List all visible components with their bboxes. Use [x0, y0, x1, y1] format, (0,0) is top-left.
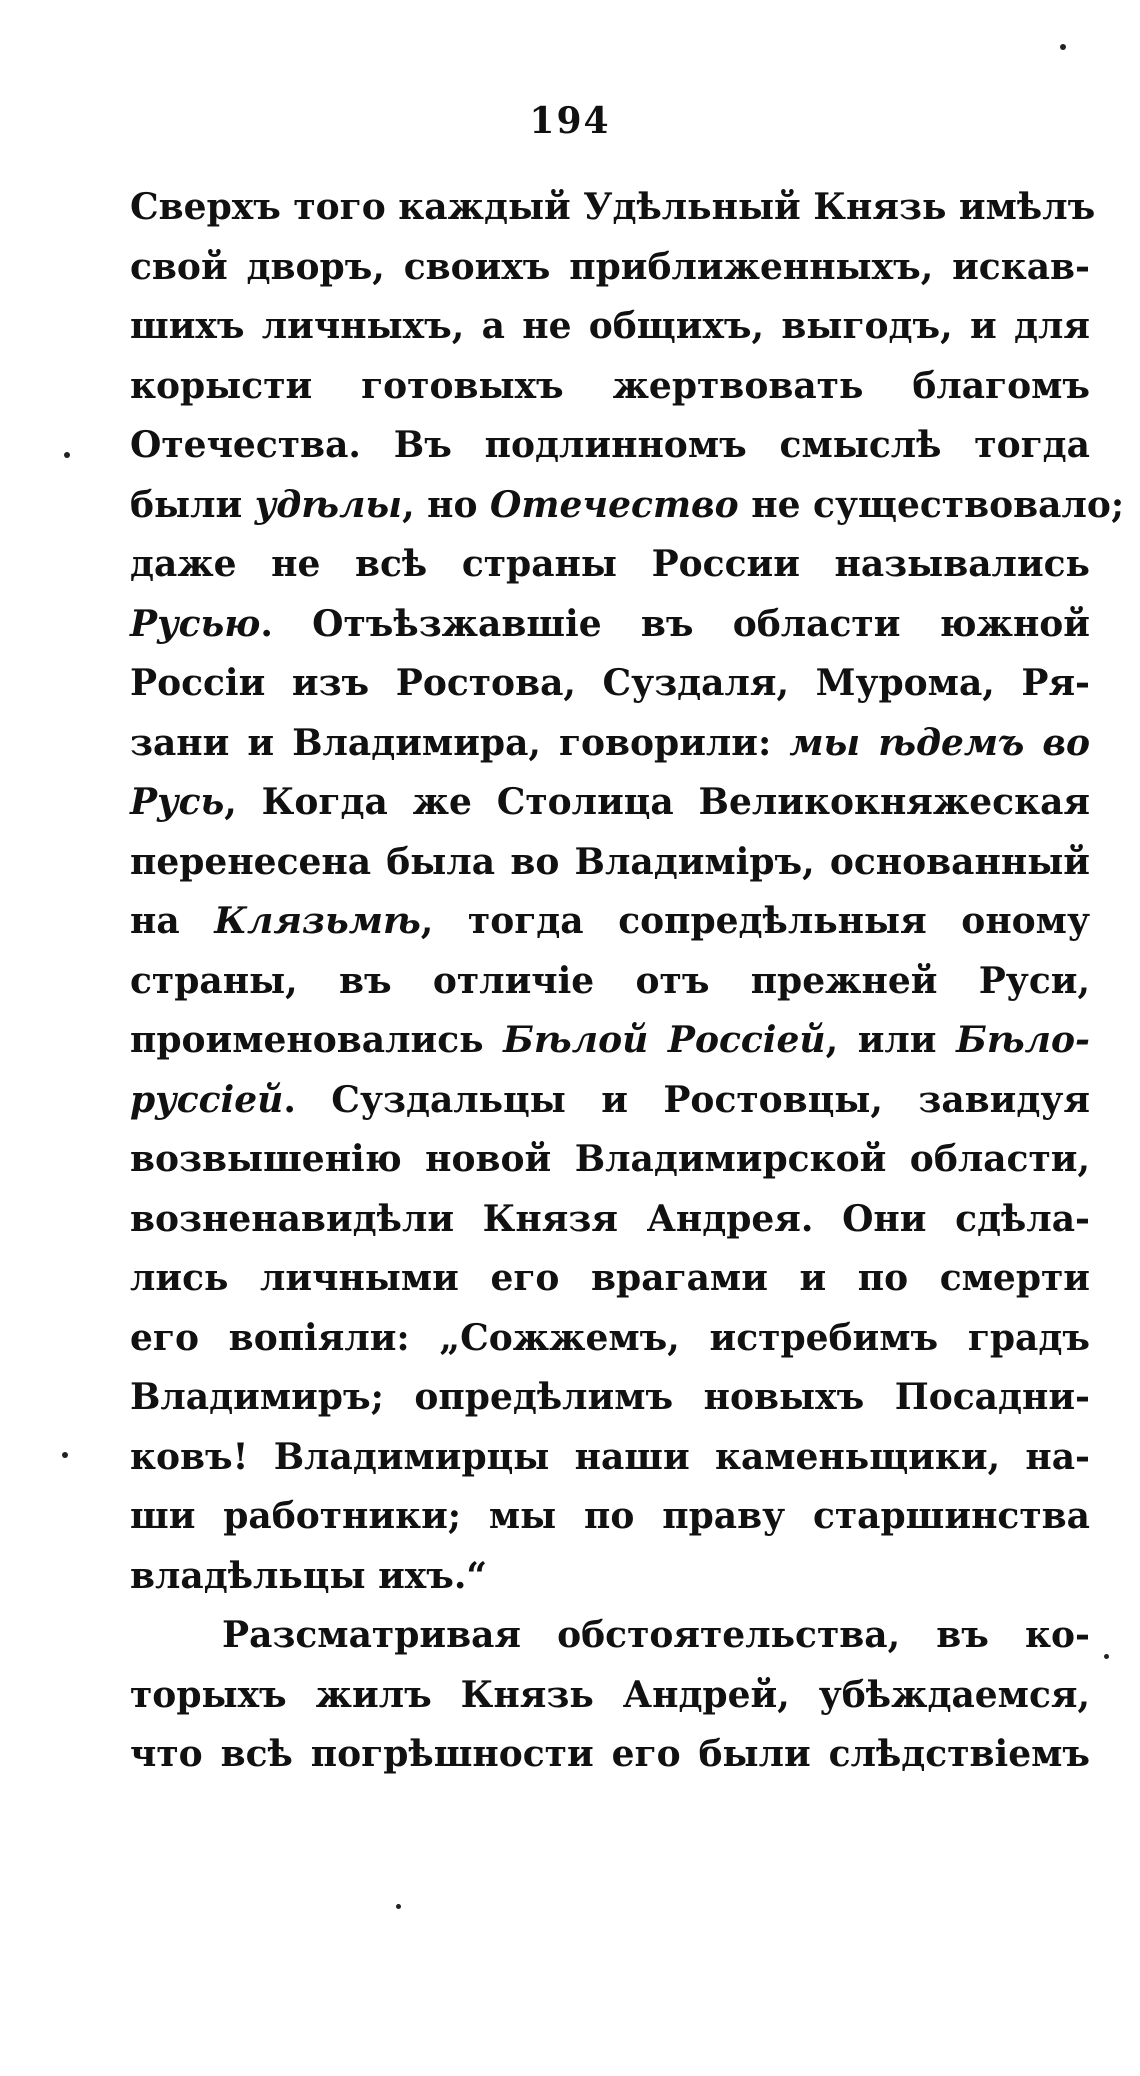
italic-text: удѣлы [254, 483, 403, 526]
text-line [130, 952, 1090, 1012]
italic-text: руссіей [130, 1078, 284, 1121]
text-line [130, 892, 1090, 952]
text-line [130, 238, 1090, 298]
text-line [130, 1428, 1090, 1488]
scan-speck [396, 1904, 401, 1909]
text-segment: лись личными его врагами и по смерти [130, 1257, 1090, 1299]
italic-text: Русью [130, 602, 261, 645]
text-segment: его вопіяли: „Сожжемъ, истребимъ градъ [130, 1316, 1090, 1359]
text-segment: перенесена была во Владиміръ, основанный [130, 840, 1090, 883]
text-line [130, 714, 1090, 774]
scan-speck [62, 1452, 68, 1458]
text-segment: не существовало; [738, 483, 1125, 526]
scan-speck [1104, 1654, 1109, 1659]
text-line [130, 297, 1090, 357]
text-segment: Отечества. Въ подлинномъ смыслѣ тогда [130, 424, 1090, 466]
text-segment: возвышенію новой Владимирской области, [130, 1138, 1090, 1180]
text-segment: владѣльцы ихъ.“ [130, 1554, 488, 1597]
text-segment: ши работники; мы по праву старшинства [130, 1495, 1090, 1537]
text-segment: торыхъ жилъ Князь Андрей, убѣждаемся, [130, 1673, 1090, 1716]
text-segment: шихъ личныхъ, а не общихъ, выгодъ, и для [130, 305, 1090, 347]
text-segment: , но [402, 483, 491, 526]
text-line [130, 1666, 1090, 1726]
text-line [130, 833, 1090, 893]
text-line [130, 1606, 1090, 1666]
text-segment: . Отъѣзжавшіе въ области южной [260, 602, 1090, 645]
text-segment: были [130, 483, 255, 526]
text-segment: что всѣ погрѣшности его были слѣдствіемъ [130, 1733, 1090, 1775]
text-line [130, 416, 1090, 476]
text-line [130, 1190, 1090, 1250]
text-segment: , или [825, 1019, 957, 1061]
text-segment: возненавидѣли Князя Андрея. Они сдѣла- [130, 1197, 1090, 1240]
text-line [130, 1011, 1090, 1071]
text-segment: Сверхъ того каждый Удѣльный Князь имѣлъ [130, 186, 1096, 228]
italic-text: мы ѣдемъ во [789, 721, 1090, 764]
text-segment: ковъ! Владимирцы наши каменьщики, на- [130, 1435, 1090, 1478]
text-line [130, 1487, 1090, 1547]
text-segment: корысти готовыхъ жертвовать благомъ [130, 364, 1090, 407]
text-segment: , тогда сопредѣльныя оному [420, 900, 1090, 942]
text-line [130, 1130, 1090, 1190]
italic-text: Русь [130, 781, 225, 823]
italic-text: Клязьмѣ [214, 900, 421, 942]
text-line [130, 654, 1090, 714]
text-segment: на [130, 900, 215, 942]
text-segment: Разсматривая обстоятельства, въ ко- [222, 1614, 1090, 1656]
text-line [130, 357, 1090, 417]
text-line [130, 178, 1096, 238]
text-line [130, 535, 1090, 595]
text-segment: , Когда же Столица Великокняжеская [224, 781, 1090, 823]
italic-text: Отечество [490, 483, 739, 526]
text-segment: даже не всѣ страны России назывались [130, 543, 1090, 585]
text-line [130, 773, 1090, 833]
text-line [130, 476, 1125, 536]
text-segment: . Суздальцы и Ростовцы, завидуя [283, 1078, 1090, 1121]
text-line [130, 1071, 1090, 1131]
body-text [130, 178, 1125, 1785]
text-line [130, 1547, 1090, 1607]
italic-text: Бѣло- [956, 1019, 1090, 1061]
scan-speck [1060, 44, 1066, 50]
text-line [130, 1249, 1090, 1309]
text-segment: зани и Владимира, говорили: [130, 721, 790, 764]
text-segment: Владимиръ; опредѣлимъ новыхъ Посадни- [130, 1376, 1090, 1418]
text-segment: свой дворъ, своихъ приближенныхъ, искав- [130, 245, 1090, 288]
text-segment: проименовались [130, 1019, 504, 1061]
text-line [130, 595, 1090, 655]
text-segment: Россіи изъ Ростова, Суздаля, Мурома, Ря- [130, 662, 1090, 704]
text-line [130, 1309, 1090, 1369]
page-number: 194 [529, 100, 611, 142]
text-segment: страны, въ отличіе отъ прежней Руси, [130, 959, 1090, 1002]
scan-speck [64, 452, 70, 458]
italic-text: Бѣлой Россіей [503, 1019, 826, 1061]
text-line [130, 1368, 1090, 1428]
text-line [130, 1725, 1090, 1785]
